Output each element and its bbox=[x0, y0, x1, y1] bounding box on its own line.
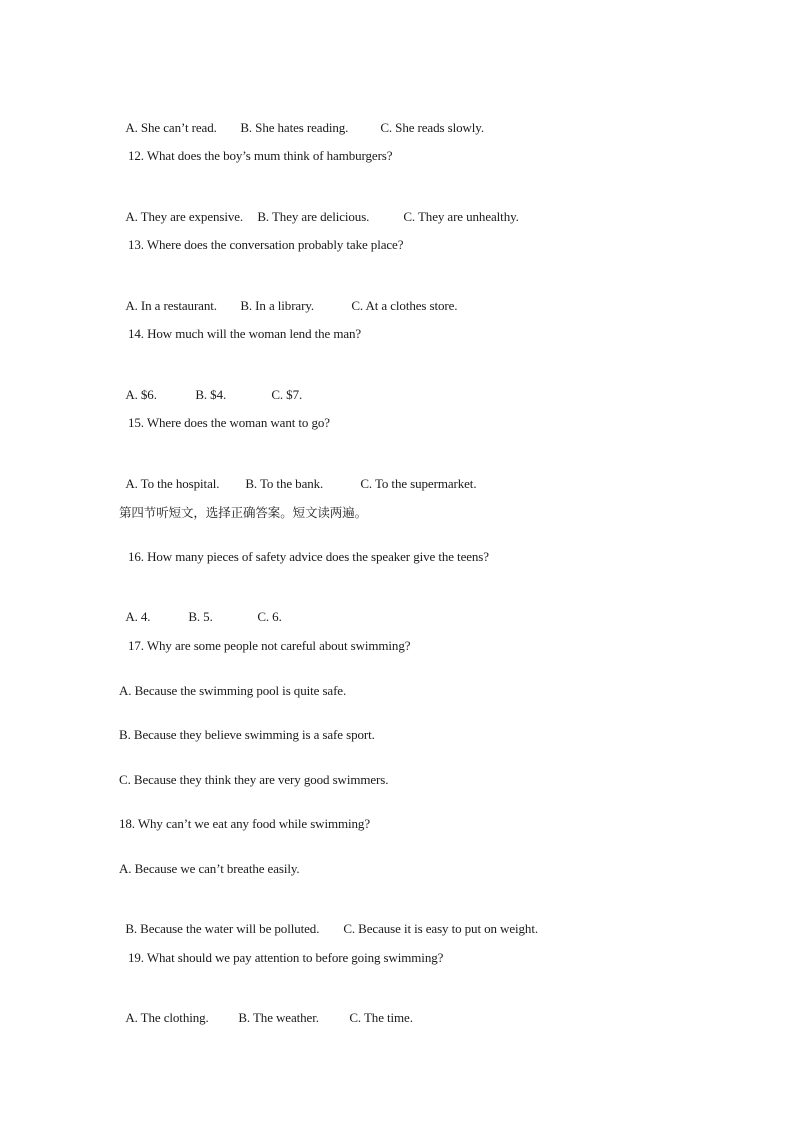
q18-option-b: B. Because the water will be polluted. bbox=[125, 921, 320, 936]
q17-option-b: B. Because they believe swimming is a safe sport. bbox=[119, 727, 375, 742]
q15-question: 15. Where does the woman want to go? bbox=[128, 415, 330, 430]
q14-question: 14. How much will the woman lend the man? bbox=[128, 326, 362, 341]
q12-option-b: B. They are delicious. bbox=[257, 209, 370, 224]
q15-option-a: A. To the hospital. bbox=[125, 476, 220, 491]
q12-option-a: A. They are expensive. bbox=[125, 209, 244, 224]
q16-question: 16. How many pieces of safety advice does the speaker give the teens? bbox=[128, 549, 489, 564]
q15-option-b: B. To the bank. bbox=[245, 476, 324, 491]
q15-options bbox=[119, 460, 476, 492]
q15-option-c: C. To the supermarket. bbox=[360, 476, 477, 491]
q17-option-c: C. Because they think they are very good swimmers. bbox=[119, 772, 389, 787]
q19-option-a: A. The clothing. bbox=[125, 1010, 209, 1025]
q12-question: 12. What does the boy’s mum think of hamburgers? bbox=[128, 148, 393, 163]
q11-option-c: C. She reads slowly. bbox=[380, 120, 484, 135]
q12-option-c: C. They are unhealthy. bbox=[403, 209, 519, 224]
q11-option-b: B. She hates reading. bbox=[240, 120, 349, 135]
section-four-heading: 第四节听短文，选择正确答案。短文读两遍。 bbox=[119, 505, 368, 520]
q19-option-b: B. The weather. bbox=[238, 1010, 319, 1025]
q13-options bbox=[119, 282, 457, 314]
q14-option-c: C. $7. bbox=[271, 387, 303, 402]
q16-option-a: A. 4. bbox=[125, 609, 151, 624]
q17-option-a: A. Because the swimming pool is quite safe. bbox=[119, 683, 347, 698]
q11-options bbox=[119, 104, 484, 136]
q19-question: 19. What should we pay attention to before going swimming? bbox=[128, 950, 444, 965]
q19-option-c: C. The time. bbox=[349, 1010, 413, 1025]
q14-options bbox=[119, 371, 302, 403]
q16-options bbox=[119, 593, 282, 625]
q16-option-c: C. 6. bbox=[257, 609, 282, 624]
q18-options-bc bbox=[119, 905, 538, 937]
q13-option-a: A. In a restaurant. bbox=[125, 298, 217, 313]
q18-question: 18. Why can’t we eat any food while swimming? bbox=[119, 816, 370, 831]
q16-option-b: B. 5. bbox=[188, 609, 213, 624]
q18-option-a: A. Because we can’t breathe easily. bbox=[119, 861, 300, 876]
q18-option-c: C. Because it is easy to put on weight. bbox=[343, 921, 538, 936]
q17-question: 17. Why are some people not careful about swimming? bbox=[128, 638, 411, 653]
q13-question: 13. Where does the conversation probably take place? bbox=[128, 237, 404, 252]
q13-option-c: C. At a clothes store. bbox=[351, 298, 458, 313]
q14-option-a: A. $6. bbox=[125, 387, 157, 402]
q19-options bbox=[119, 994, 413, 1026]
q14-option-b: B. $4. bbox=[195, 387, 227, 402]
q11-option-a: A. She can’t read. bbox=[125, 120, 217, 135]
q12-options bbox=[119, 193, 519, 225]
q13-option-b: B. In a library. bbox=[240, 298, 315, 313]
